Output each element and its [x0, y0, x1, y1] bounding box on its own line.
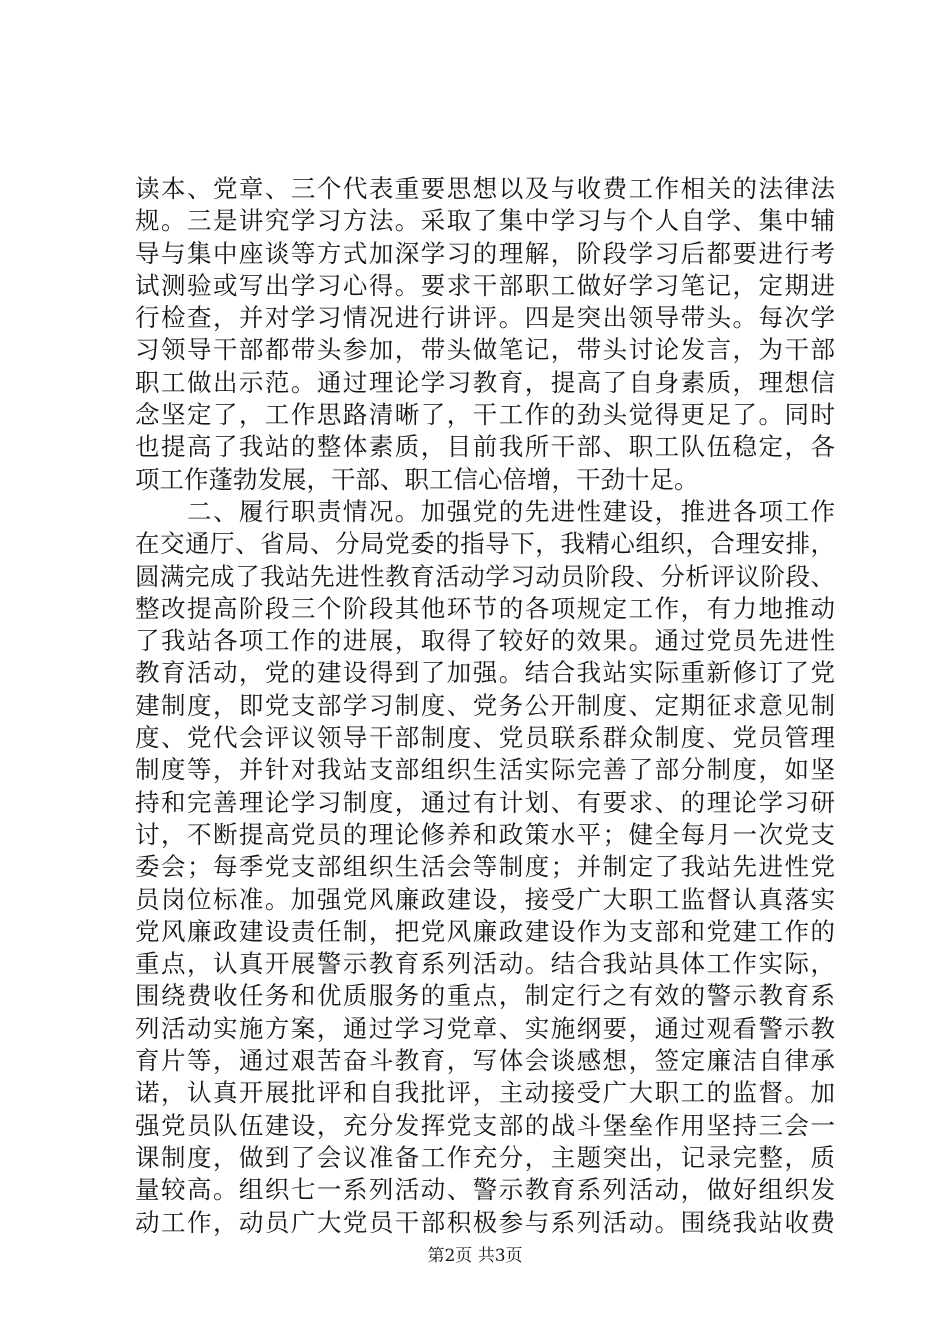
text-line: 职工做出示范。通过理论学习教育，提高了自身素质，理想信	[135, 367, 835, 397]
text-line: 围绕费收任务和优质服务的重点，制定行之有效的警示教育系	[135, 981, 835, 1011]
text-line: 习领导干部都带头参加，带头做笔记，带头讨论发言，为干部	[135, 335, 835, 365]
text-line: 二、履行职责情况。加强党的先进性建设，推进各项工作	[135, 496, 835, 526]
text-line: 强党员队伍建设，充分发挥党支部的战斗堡垒作用坚持三会一	[135, 1110, 835, 1140]
text-line: 了我站各项工作的进展，取得了较好的效果。通过党员先进性	[135, 626, 835, 656]
text-line: 项工作蓬勃发展，干部、职工信心倍增，干劲十足。	[135, 464, 699, 494]
text-line: 委会；每季党支部组织生活会等制度；并制定了我站先进性党	[135, 852, 835, 882]
text-line: 列活动实施方案，通过学习党章、实施纲要，通过观看警示教	[135, 1013, 835, 1043]
text-line: 课制度，做到了会议准备工作充分，主题突出，记录完整，质	[135, 1142, 835, 1172]
text-line: 试测验或写出学习心得。要求干部职工做好学习笔记，定期进	[135, 270, 835, 300]
text-line: 重点，认真开展警示教育系列活动。结合我站具体工作实际，	[135, 949, 835, 979]
text-line: 建制度，即党支部学习制度、党务公开制度、定期征求意见制	[135, 690, 835, 720]
text-line: 诺，认真开展批评和自我批评，主动接受广大职工的监督。加	[135, 1078, 835, 1108]
text-line: 导与集中座谈等方式加深学习的理解，阶段学习后都要进行考	[135, 238, 835, 268]
text-line: 圆满完成了我站先进性教育活动学习动员阶段、分析评议阶段、	[135, 561, 835, 591]
text-line: 读本、党章、三个代表重要思想以及与收费工作相关的法律法	[135, 174, 835, 203]
text-line: 念坚定了，工作思路清晰了，干工作的劲头觉得更足了。同时	[135, 400, 835, 430]
text-line: 度、党代会评议领导干部制度、党员联系群众制度、党员管理	[135, 723, 835, 753]
text-line: 整改提高阶段三个阶段其他环节的各项规定工作，有力地推动	[135, 593, 835, 623]
page-footer: 第2页 共3页	[427, 1246, 523, 1266]
text-line: 也提高了我站的整体素质，目前我所干部、职工队伍稳定，各	[135, 432, 835, 462]
text-line: 持和完善理论学习制度，通过有计划、有要求、的理论学习研	[135, 787, 835, 817]
text-line: 在交通厅、省局、分局党委的指导下，我精心组织，合理安排，	[135, 529, 835, 559]
text-line: 量较高。组织七一系列活动、警示教育系列活动，做好组织发	[135, 1175, 835, 1205]
text-line: 规。三是讲究学习方法。采取了集中学习与个人自学、集中辅	[135, 206, 835, 236]
text-line: 行检查，并对学习情况进行讲评。四是突出领导带头。每次学	[135, 303, 835, 333]
text-line: 讨，不断提高党员的理论修养和政策水平；健全每月一次党支	[135, 819, 835, 849]
text-line: 动工作，动员广大党员干部积极参与系列活动。围绕我站收费	[135, 1207, 835, 1237]
text-line: 制度等，并针对我站支部组织生活实际完善了部分制度，如坚	[135, 755, 835, 785]
text-line: 教育活动，党的建设得到了加强。结合我站实际重新修订了党	[135, 658, 835, 688]
document-body	[135, 173, 835, 1239]
text-line: 育片等，通过艰苦奋斗教育，写体会谈感想，签定廉洁自律承	[135, 1046, 835, 1076]
text-line: 员岗位标准。加强党风廉政建设，接受广大职工监督认真落实	[135, 884, 835, 914]
text-line: 党风廉政建设责任制，把党风廉政建设作为支部和党建工作的	[135, 916, 835, 946]
